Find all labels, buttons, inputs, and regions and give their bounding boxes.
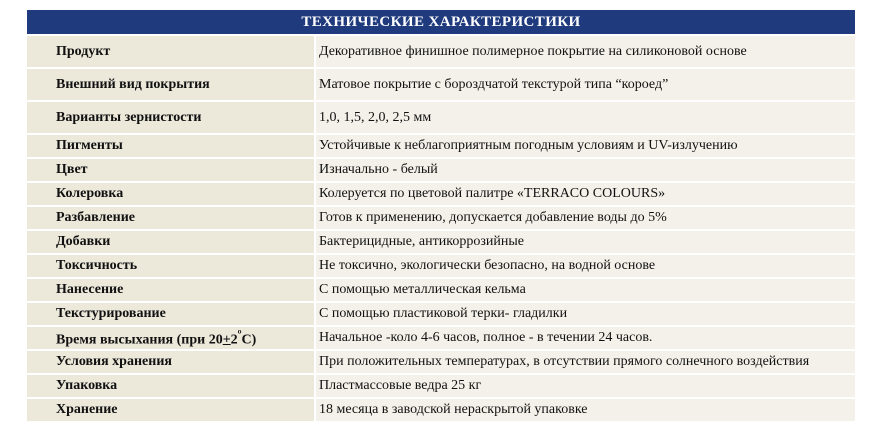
table-title: ТЕХНИЧЕСКИЕ ХАРАКТЕРИСТИКИ: [27, 10, 855, 36]
row-value: Не токсично, экологически безопасно, на водной основе: [315, 254, 855, 278]
table-row-drying-time: [27, 326, 855, 350]
table-row-packaging: [27, 374, 855, 398]
table-row-product: [27, 36, 855, 68]
row-label: Условия хранения: [27, 350, 315, 374]
row-label: Разбавление: [27, 206, 315, 230]
table-row-additives: [27, 230, 855, 254]
row-label-part: Время высыхания (при 20: [56, 332, 223, 348]
table-row-tinting: [27, 182, 855, 206]
table-row-pigments: [27, 134, 855, 158]
tech-specs-table: [27, 36, 855, 423]
row-label: Варианты зернистости: [27, 101, 315, 134]
table-row-storage-conditions: [27, 350, 855, 374]
row-value: Матовое покрытие с бороздчатой текстурой типа “короед”: [315, 68, 855, 101]
plus-minus-sign: +: [222, 332, 231, 348]
row-value: Декоративное финишное полимерное покрытие на силиконовой основе: [315, 36, 855, 68]
row-label: Продукт: [27, 36, 315, 68]
row-value: С помощью металлическая кельма: [315, 278, 855, 302]
row-label: Внешний вид покрытия: [27, 68, 315, 101]
table-row-appearance: [27, 68, 855, 101]
row-label: Токсичность: [27, 254, 315, 278]
row-value: Устойчивые к неблагоприятным погодным условиям и UV-излучению: [315, 134, 855, 158]
row-value: Изначально - белый: [315, 158, 855, 182]
table-row-texturing: [27, 302, 855, 326]
degree-sign: º: [237, 327, 242, 341]
row-value: При положительных температурах, в отсутствии прямого солнечного воздействия: [315, 350, 855, 374]
table-row-toxicity: [27, 254, 855, 278]
row-value: Готов к применению, допускается добавление воды до 5%: [315, 206, 855, 230]
row-value: Бактерицидные, антикоррозийные: [315, 230, 855, 254]
row-label-part: 2: [230, 332, 238, 348]
table-row-color: [27, 158, 855, 182]
row-label: Упаковка: [27, 374, 315, 398]
row-label: Хранение: [27, 398, 315, 422]
row-label: Цвет: [27, 158, 315, 182]
table-row-application: [27, 278, 855, 302]
row-label: Добавки: [27, 230, 315, 254]
row-label: Нанесение: [27, 278, 315, 302]
row-value: Пластмассовые ведра 25 кг: [315, 374, 855, 398]
row-label: Пигменты: [27, 134, 315, 158]
table-row-shelf-life: [27, 398, 855, 422]
row-value: Колеруется по цветовой палитре «TERRACO COLOURS»: [315, 182, 855, 206]
row-label: Колеровка: [27, 182, 315, 206]
row-value: 1,0, 1,5, 2,0, 2,5 мм: [315, 101, 855, 134]
row-label: Текстурирование: [27, 302, 315, 326]
table-row-dilution: [27, 206, 855, 230]
row-label: [27, 326, 315, 350]
table-row-grain: [27, 101, 855, 134]
row-value: 18 месяца в заводской нераскрытой упаковке: [315, 398, 855, 422]
tech-specs-sheet: [27, 10, 855, 423]
row-label-part: C): [241, 332, 257, 348]
row-value: Начальное -коло 4-6 часов, полное - в течении 24 часов.: [315, 326, 855, 350]
row-value: С помощью пластиковой терки- гладилки: [315, 302, 855, 326]
